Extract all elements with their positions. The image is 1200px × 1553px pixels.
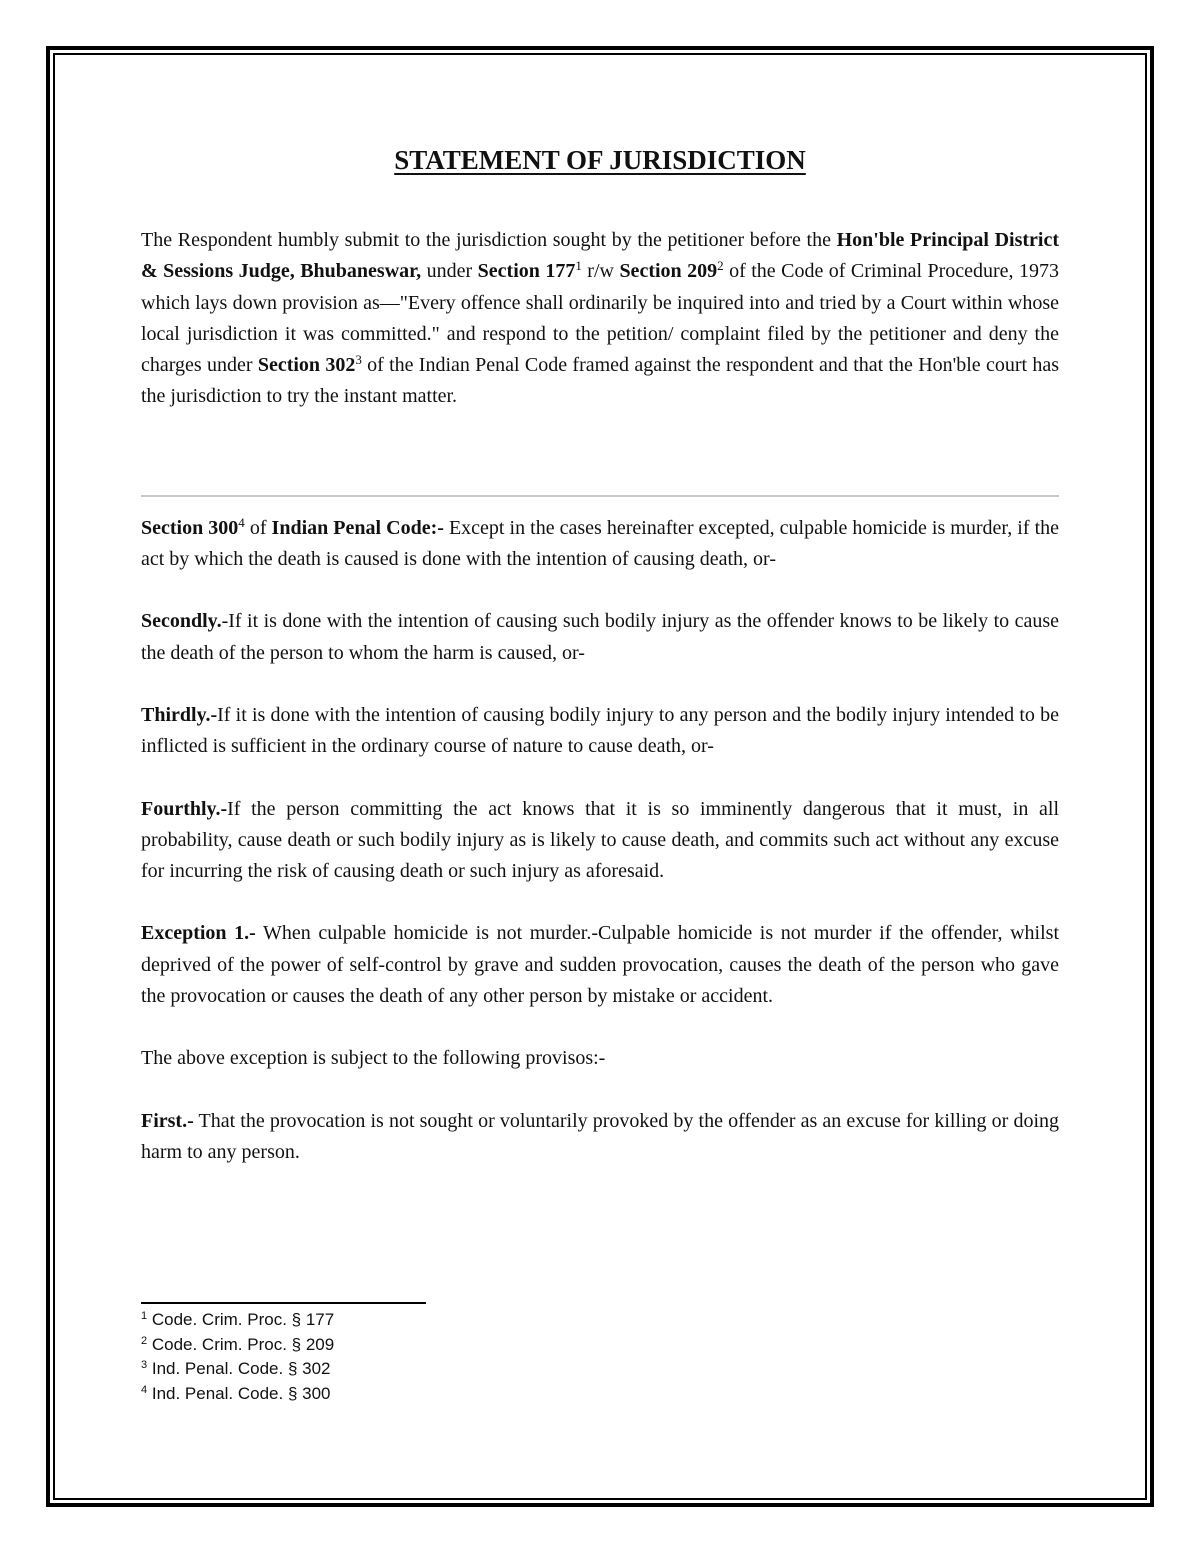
section-divider — [141, 495, 1059, 497]
footnote-ref-4[interactable]: 4 — [238, 514, 245, 530]
section-300-paragraph — [141, 513, 1059, 576]
footnote-separator — [141, 1302, 426, 1304]
jurisdiction-paragraph — [141, 225, 1059, 413]
section-177-ref: Section 177 — [477, 260, 576, 283]
exception-1-paragraph — [141, 918, 1059, 1012]
thirdly-label: Thirdly.- — [141, 703, 218, 726]
footnote-ref-1[interactable]: 1 — [575, 258, 582, 274]
section-302-ref: Section 302 — [257, 354, 356, 377]
footnote-item — [141, 1357, 426, 1382]
footnote-number: 1 — [141, 1310, 148, 1322]
first-proviso-paragraph — [141, 1106, 1059, 1169]
intro-text-5: of the Indian Penal Code framed against the respondent and that the Hon'ble court has the jurisdiction to try the instant matter. — [141, 354, 1060, 408]
secondly-text: -If it is done with the intention of causing such bodily injury as the offender knows to be likely to cause the death of the person to whom the harm is caused, or- — [141, 610, 1059, 664]
exception-1-text: When culpable homicide is not murder.-Culpable homicide is not murder if the offender, whilst deprived of the power of self-control by grave and sudden provocation, causes the death of the person who gave the provocation or causes the death of any other person by mistake or accident. — [141, 922, 1060, 1008]
thirdly-paragraph — [141, 700, 1059, 763]
exception-1-label: Exception 1.- — [141, 922, 256, 945]
intro-text-2: under — [421, 260, 478, 283]
intro-text-4: of the Code of Criminal Procedure, 1973 which lays down provision as—"Every offence shall ordinarily be inquired into and tried by a Court within whose local jurisdiction it was committed." and respond to the petition/ complaint filed by the petitioner and deny the charges under — [141, 260, 1060, 377]
fourthly-paragraph — [141, 794, 1059, 888]
footnote-number: 3 — [141, 1359, 148, 1371]
ipc-label: Indian Penal Code:- — [271, 516, 444, 539]
footnote-item — [141, 1382, 426, 1407]
fourthly-label: Fourthly.- — [141, 797, 228, 820]
section-300-text-1: of — [244, 516, 272, 539]
first-proviso-text: That the provocation is not sought or voluntarily provoked by the offender as an excuse for killing or doing harm to any person. — [141, 1109, 1059, 1163]
intro-text-3: r/w — [581, 260, 620, 283]
secondly-label: Secondly. — [141, 610, 222, 633]
secondly-paragraph — [141, 606, 1059, 669]
footnote-number: 4 — [141, 1383, 148, 1396]
footnote-text: Code. Crim. Proc. § 209 — [147, 1334, 335, 1354]
page-title: STATEMENT OF JURISDICTION — [394, 145, 806, 175]
footnote-text: Ind. Penal. Code. § 300 — [147, 1383, 331, 1403]
court-name: Hon'ble Principal District & Sessions Judge, Bhubaneswar, — [141, 229, 1060, 283]
footnote-text: Ind. Penal. Code. § 302 — [147, 1359, 331, 1378]
thirdly-text: If it is done with the intention of causing bodily injury to any person and the bodily injury intended to be inflicted is sufficient in the ordinary course of nature to cause death, or- — [141, 703, 1059, 758]
section-300-text-2: Except in the cases hereinafter excepted, culpable homicide is murder, if the act by which the death is caused is done with the intention of causing death, or- — [141, 516, 1060, 571]
section-300-label: Section 300 — [141, 516, 239, 539]
footnote-number: 2 — [141, 1334, 148, 1347]
provisos-intro: The above exception is subject to the following provisos:- — [141, 1047, 606, 1070]
footnotes — [141, 1302, 426, 1406]
document-body — [141, 140, 1059, 1168]
footnote-ref-2[interactable]: 2 — [717, 258, 724, 274]
footnote-item — [141, 1333, 426, 1358]
first-proviso-label: First.- — [141, 1109, 194, 1132]
fourthly-text: If the person committing the act knows that it is so imminently dangerous that it must, in all probability, cause death or such bodily injury as is likely to cause death, and commits such act without any excuse for incurring the risk of causing death or such injury as aforesaid. — [141, 797, 1059, 883]
section-209-ref: Section 209 — [619, 260, 718, 283]
footnote-ref-3[interactable]: 3 — [355, 352, 362, 368]
footnote-text: Code. Crim. Proc. § 177 — [147, 1310, 335, 1329]
footnote-item — [141, 1308, 426, 1333]
intro-text-1: The Respondent humbly submit to the jurisdiction sought by the petitioner before the — [141, 229, 837, 251]
